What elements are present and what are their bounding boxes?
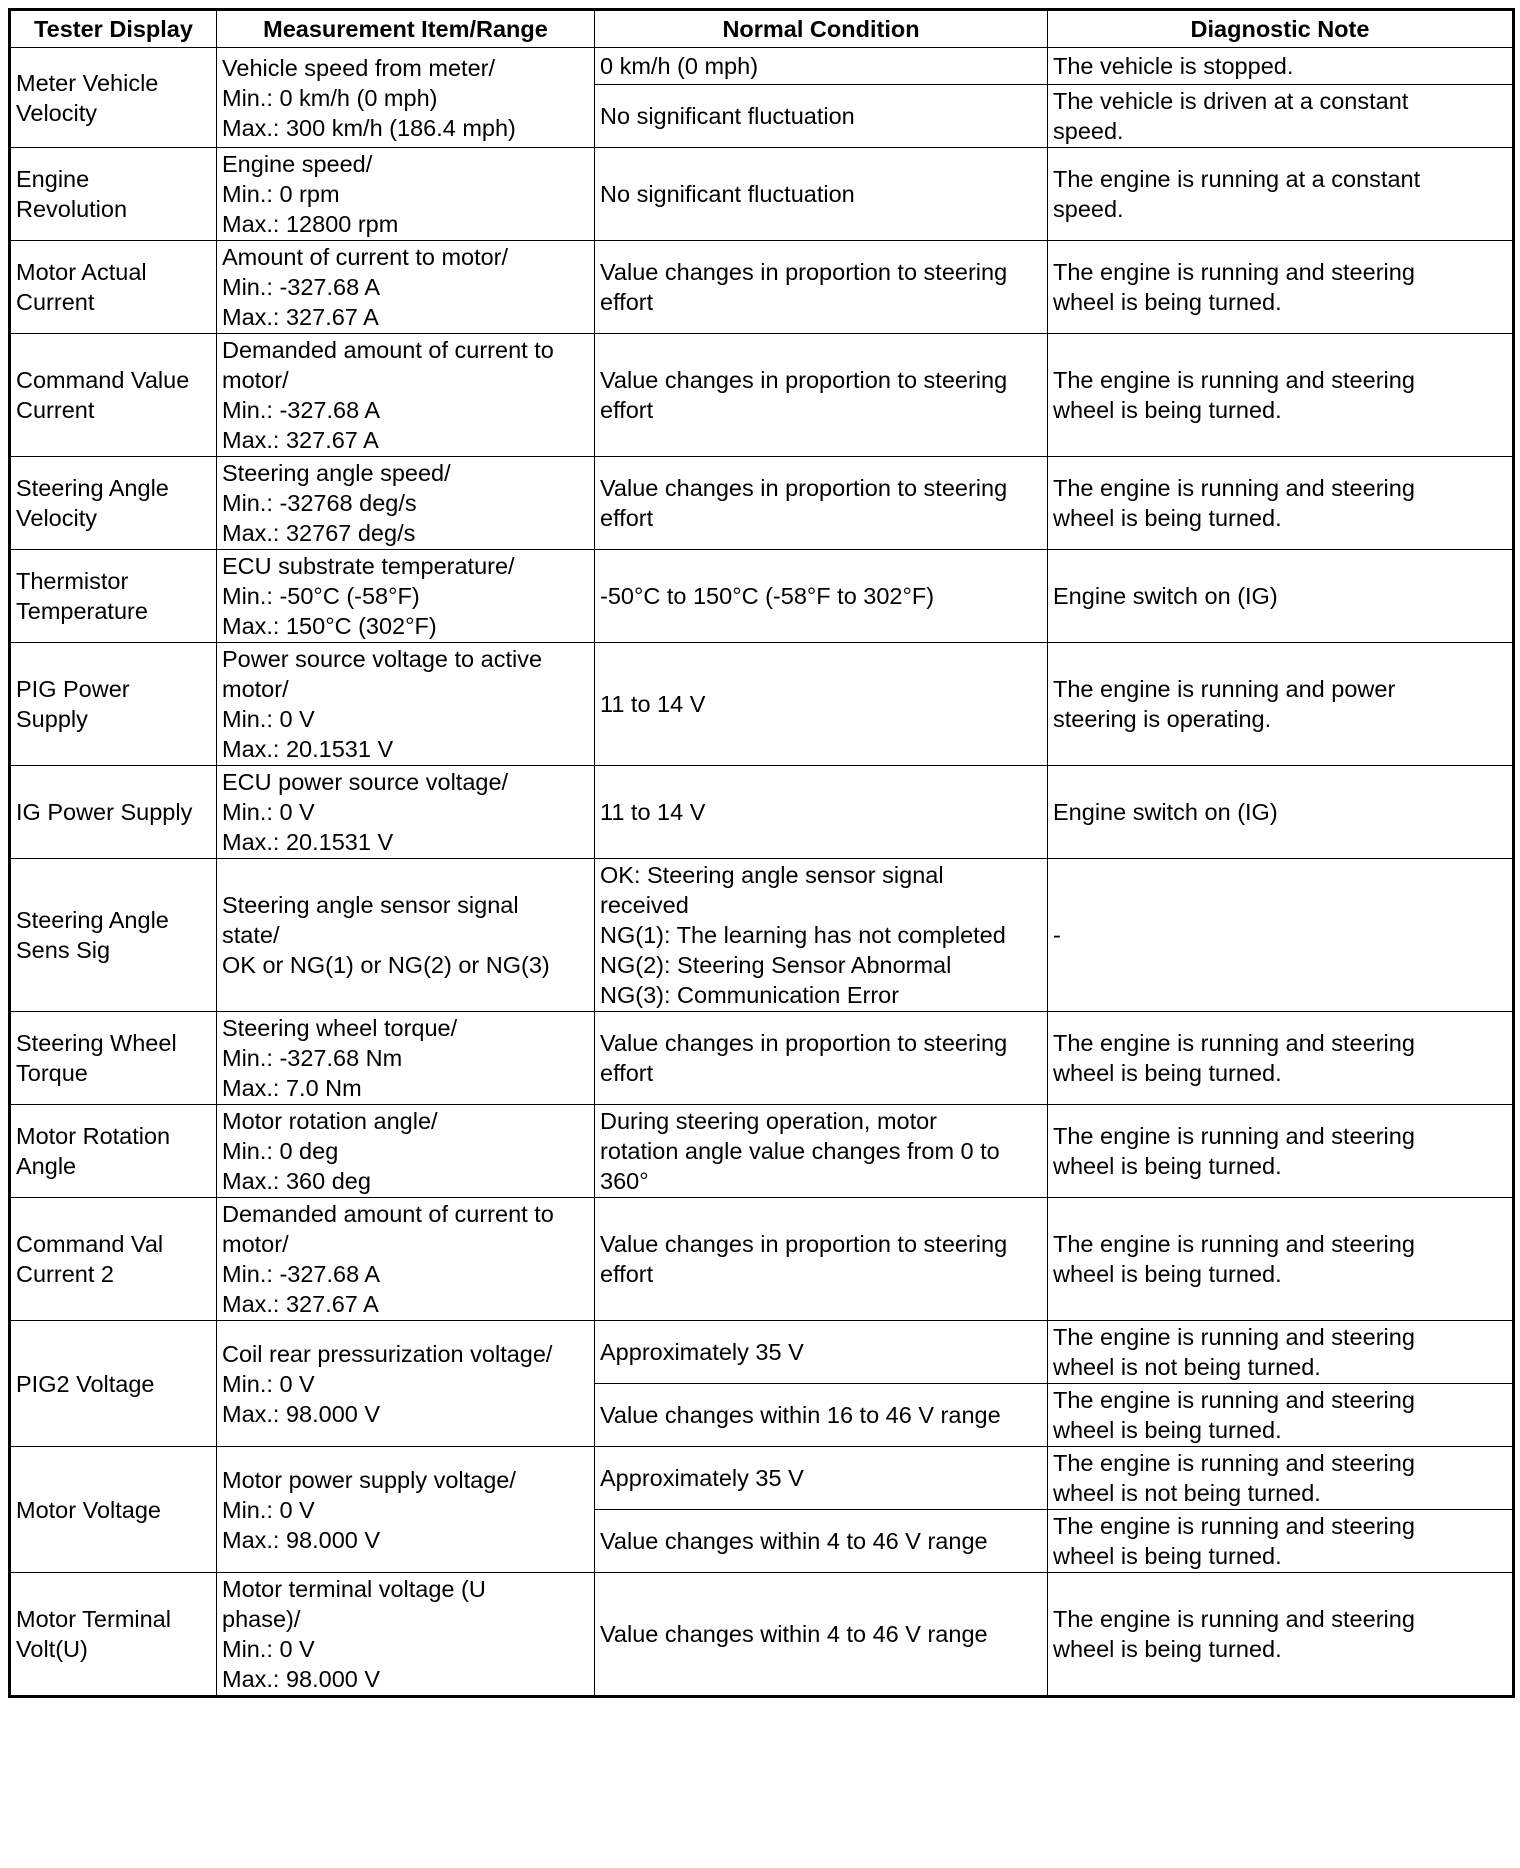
measurement-range-cell: Vehicle speed from meter/ Min.: 0 km/h (0 mph) Max.: 300 km/h (186.4 mph) (217, 48, 595, 148)
normal-condition-cell: Value changes within 4 to 46 V range (595, 1510, 1048, 1573)
diagnostic-note-cell: The engine is running and steering wheel is being turned. (1048, 1012, 1514, 1105)
table-row (10, 1321, 1514, 1384)
normal-condition-cell: Value changes in proportion to steering effort (595, 334, 1048, 457)
tester-display-cell: Motor Voltage (10, 1447, 217, 1573)
normal-condition-cell: 11 to 14 V (595, 766, 1048, 859)
table-row (10, 1573, 1514, 1697)
tester-display-cell: PIG2 Voltage (10, 1321, 217, 1447)
measurement-range-cell: Power source voltage to active motor/ Min.: 0 V Max.: 20.1531 V (217, 643, 595, 766)
normal-condition-cell: Value changes in proportion to steering effort (595, 1198, 1048, 1321)
tester-display-cell: IG Power Supply (10, 766, 217, 859)
normal-condition-cell: Value changes within 16 to 46 V range (595, 1384, 1048, 1447)
measurement-range-cell: Motor power supply voltage/ Min.: 0 V Max.: 98.000 V (217, 1447, 595, 1573)
tester-display-cell: Motor Actual Current (10, 241, 217, 334)
measurement-range-cell: Steering wheel torque/ Min.: -327.68 Nm Max.: 7.0 Nm (217, 1012, 595, 1105)
table-row (10, 334, 1514, 457)
normal-condition-cell: OK: Steering angle sensor signal received NG(1): The learning has not completed NG(2): Steering Sensor Abnormal NG(3): Communication Error (595, 859, 1048, 1012)
diagnostic-note-cell: The engine is running and steering wheel is being turned. (1048, 1573, 1514, 1697)
header-measurement-item: Measurement Item/Range (217, 10, 595, 48)
tester-display-cell: Meter Vehicle Velocity (10, 48, 217, 148)
normal-condition-cell: -50°C to 150°C (-58°F to 302°F) (595, 550, 1048, 643)
measurement-range-cell: Engine speed/ Min.: 0 rpm Max.: 12800 rpm (217, 148, 595, 241)
normal-condition-cell: 0 km/h (0 mph) (595, 48, 1048, 85)
tester-display-cell: Engine Revolution (10, 148, 217, 241)
measurement-range-cell: Amount of current to motor/ Min.: -327.68 A Max.: 327.67 A (217, 241, 595, 334)
table-row (10, 1012, 1514, 1105)
diagnostic-note-cell: The engine is running and steering wheel is not being turned. (1048, 1447, 1514, 1510)
measurement-range-cell: Demanded amount of current to motor/ Min.: -327.68 A Max.: 327.67 A (217, 334, 595, 457)
diagnostic-note-cell: Engine switch on (IG) (1048, 550, 1514, 643)
table-row (10, 457, 1514, 550)
diagnostic-note-cell: The engine is running and power steering is operating. (1048, 643, 1514, 766)
normal-condition-cell: No significant fluctuation (595, 148, 1048, 241)
diagnostic-note-cell: The engine is running and steering wheel is being turned. (1048, 1510, 1514, 1573)
diagnostic-note-cell: The engine is running and steering wheel is being turned. (1048, 334, 1514, 457)
tester-display-cell: Steering Wheel Torque (10, 1012, 217, 1105)
table-body (10, 48, 1514, 1697)
header-diagnostic-note: Diagnostic Note (1048, 10, 1514, 48)
measurement-range-cell: Steering angle sensor signal state/ OK or NG(1) or NG(2) or NG(3) (217, 859, 595, 1012)
table-row (10, 48, 1514, 85)
normal-condition-cell: Value changes in proportion to steering effort (595, 457, 1048, 550)
data-list-table (8, 8, 1515, 1698)
measurement-range-cell: ECU power source voltage/ Min.: 0 V Max.: 20.1531 V (217, 766, 595, 859)
diagnostic-note-cell: The engine is running and steering wheel is being turned. (1048, 1105, 1514, 1198)
measurement-range-cell: ECU substrate temperature/ Min.: -50°C (-58°F) Max.: 150°C (302°F) (217, 550, 595, 643)
diagnostic-note-cell: The engine is running at a constant speed. (1048, 148, 1514, 241)
measurement-range-cell: Steering angle speed/ Min.: -32768 deg/s Max.: 32767 deg/s (217, 457, 595, 550)
table-row (10, 643, 1514, 766)
table-row (10, 766, 1514, 859)
table-row (10, 148, 1514, 241)
normal-condition-cell: During steering operation, motor rotation angle value changes from 0 to 360° (595, 1105, 1048, 1198)
table-row (10, 859, 1514, 1012)
tester-display-cell: Command Value Current (10, 334, 217, 457)
tester-display-cell: Motor Terminal Volt(U) (10, 1573, 217, 1697)
tester-display-cell: Thermistor Temperature (10, 550, 217, 643)
table-row (10, 1198, 1514, 1321)
diagnostic-note-cell: The vehicle is driven at a constant speed. (1048, 85, 1514, 148)
measurement-range-cell: Demanded amount of current to motor/ Min.: -327.68 A Max.: 327.67 A (217, 1198, 595, 1321)
diagnostic-note-cell: The engine is running and steering wheel is not being turned. (1048, 1321, 1514, 1384)
table-row (10, 550, 1514, 643)
diagnostic-note-cell: Engine switch on (IG) (1048, 766, 1514, 859)
measurement-range-cell: Motor rotation angle/ Min.: 0 deg Max.: 360 deg (217, 1105, 595, 1198)
tester-display-cell: Steering Angle Velocity (10, 457, 217, 550)
table-row (10, 241, 1514, 334)
header-row (10, 10, 1514, 48)
data-list-container (8, 8, 1515, 1698)
normal-condition-cell: Approximately 35 V (595, 1447, 1048, 1510)
diagnostic-note-cell: The engine is running and steering wheel is being turned. (1048, 457, 1514, 550)
table-row (10, 1447, 1514, 1510)
tester-display-cell: Command Val Current 2 (10, 1198, 217, 1321)
header-normal-condition: Normal Condition (595, 10, 1048, 48)
normal-condition-cell: Value changes in proportion to steering effort (595, 1012, 1048, 1105)
tester-display-cell: PIG Power Supply (10, 643, 217, 766)
normal-condition-cell: Approximately 35 V (595, 1321, 1048, 1384)
diagnostic-note-cell: The engine is running and steering wheel is being turned. (1048, 1384, 1514, 1447)
tester-display-cell: Steering Angle Sens Sig (10, 859, 217, 1012)
normal-condition-cell: Value changes within 4 to 46 V range (595, 1573, 1048, 1697)
diagnostic-note-cell: - (1048, 859, 1514, 1012)
normal-condition-cell: 11 to 14 V (595, 643, 1048, 766)
normal-condition-cell: Value changes in proportion to steering effort (595, 241, 1048, 334)
measurement-range-cell: Coil rear pressurization voltage/ Min.: 0 V Max.: 98.000 V (217, 1321, 595, 1447)
diagnostic-note-cell: The engine is running and steering wheel is being turned. (1048, 1198, 1514, 1321)
diagnostic-note-cell: The vehicle is stopped. (1048, 48, 1514, 85)
diagnostic-note-cell: The engine is running and steering wheel is being turned. (1048, 241, 1514, 334)
table-row (10, 1105, 1514, 1198)
tester-display-cell: Motor Rotation Angle (10, 1105, 217, 1198)
header-tester-display: Tester Display (10, 10, 217, 48)
measurement-range-cell: Motor terminal voltage (U phase)/ Min.: 0 V Max.: 98.000 V (217, 1573, 595, 1697)
normal-condition-cell: No significant fluctuation (595, 85, 1048, 148)
